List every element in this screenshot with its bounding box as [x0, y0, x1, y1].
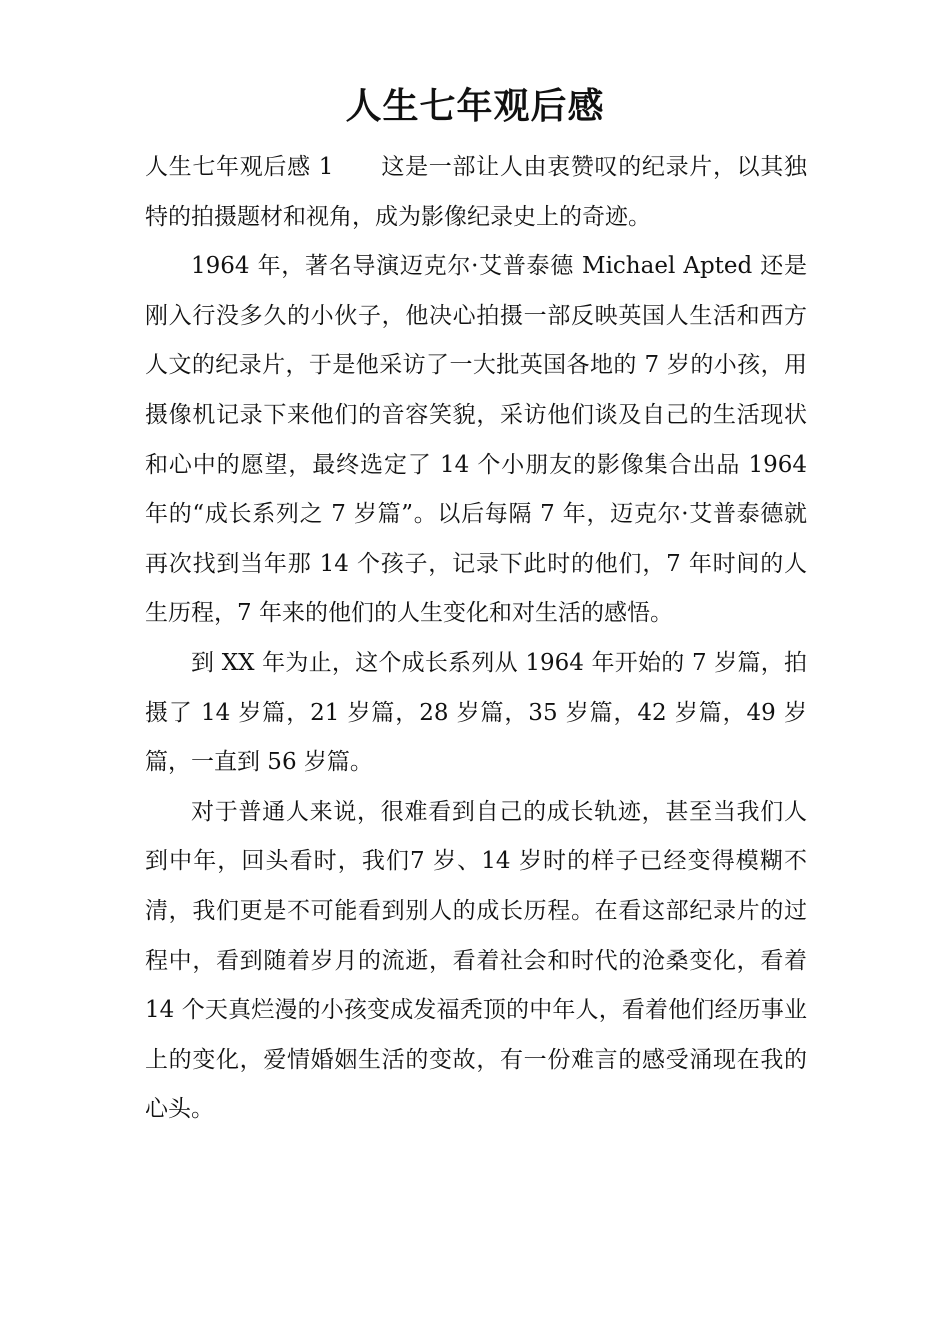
paragraph-2: 1964 年，著名导演迈克尔·艾普泰德 Michael Apted 还是刚入行没多久的小伙子，他决心拍摄一部反映英国人生活和西方人文的纪录片，于是他采访了一大批英国各地的 7 岁的小孩，用摄像机记录下来他们的音容笑貌，采访他们谈及自己的生活现状和心中的愿望，最终选定了 14 个小朋友的影像集合出品 1964 年的“成长系列之 7 岁篇”。以后每隔 7 年，迈克尔·艾普泰德就再次找到当年那 14 个孩子，记录下此时的他们，7 年时间的人生历程，7 年来的他们的人生变化和对生活的感悟。 — [145, 253, 807, 627]
paragraph-3: 到 XX 年为止，这个成长系列从 1964 年开始的 7 岁篇，拍摄了 14 岁篇，21 岁篇，28 岁篇，35 岁篇，42 岁篇，49 岁篇，一直到 56 岁篇。 — [145, 649, 807, 776]
paragraph-4: 对于普通人来说，很难看到自己的成长轨迹，甚至当我们人到中年，回头看时，我们7 岁、14 岁时的样子已经变得模糊不清，我们更是不可能看到别人的成长历程。在看这部纪录片的过程中，看到随着岁月的流逝，看着社会和时代的沧桑变化，看着 14 个天真烂漫的小孩变成发福秃顶的中年人，看着他们经历事业上的变化，爱情婚姻生活的变故，有一份难言的感受涌现在我的心头。 — [145, 798, 807, 1123]
document-body — [145, 143, 807, 1135]
document-title: 人生七年观后感 — [345, 85, 605, 127]
paragraph-1: 人生七年观后感 1 这是一部让人由衷赞叹的纪录片，以其独特的拍摄题材和视角，成为影像纪录史上的奇迹。 — [145, 154, 807, 230]
